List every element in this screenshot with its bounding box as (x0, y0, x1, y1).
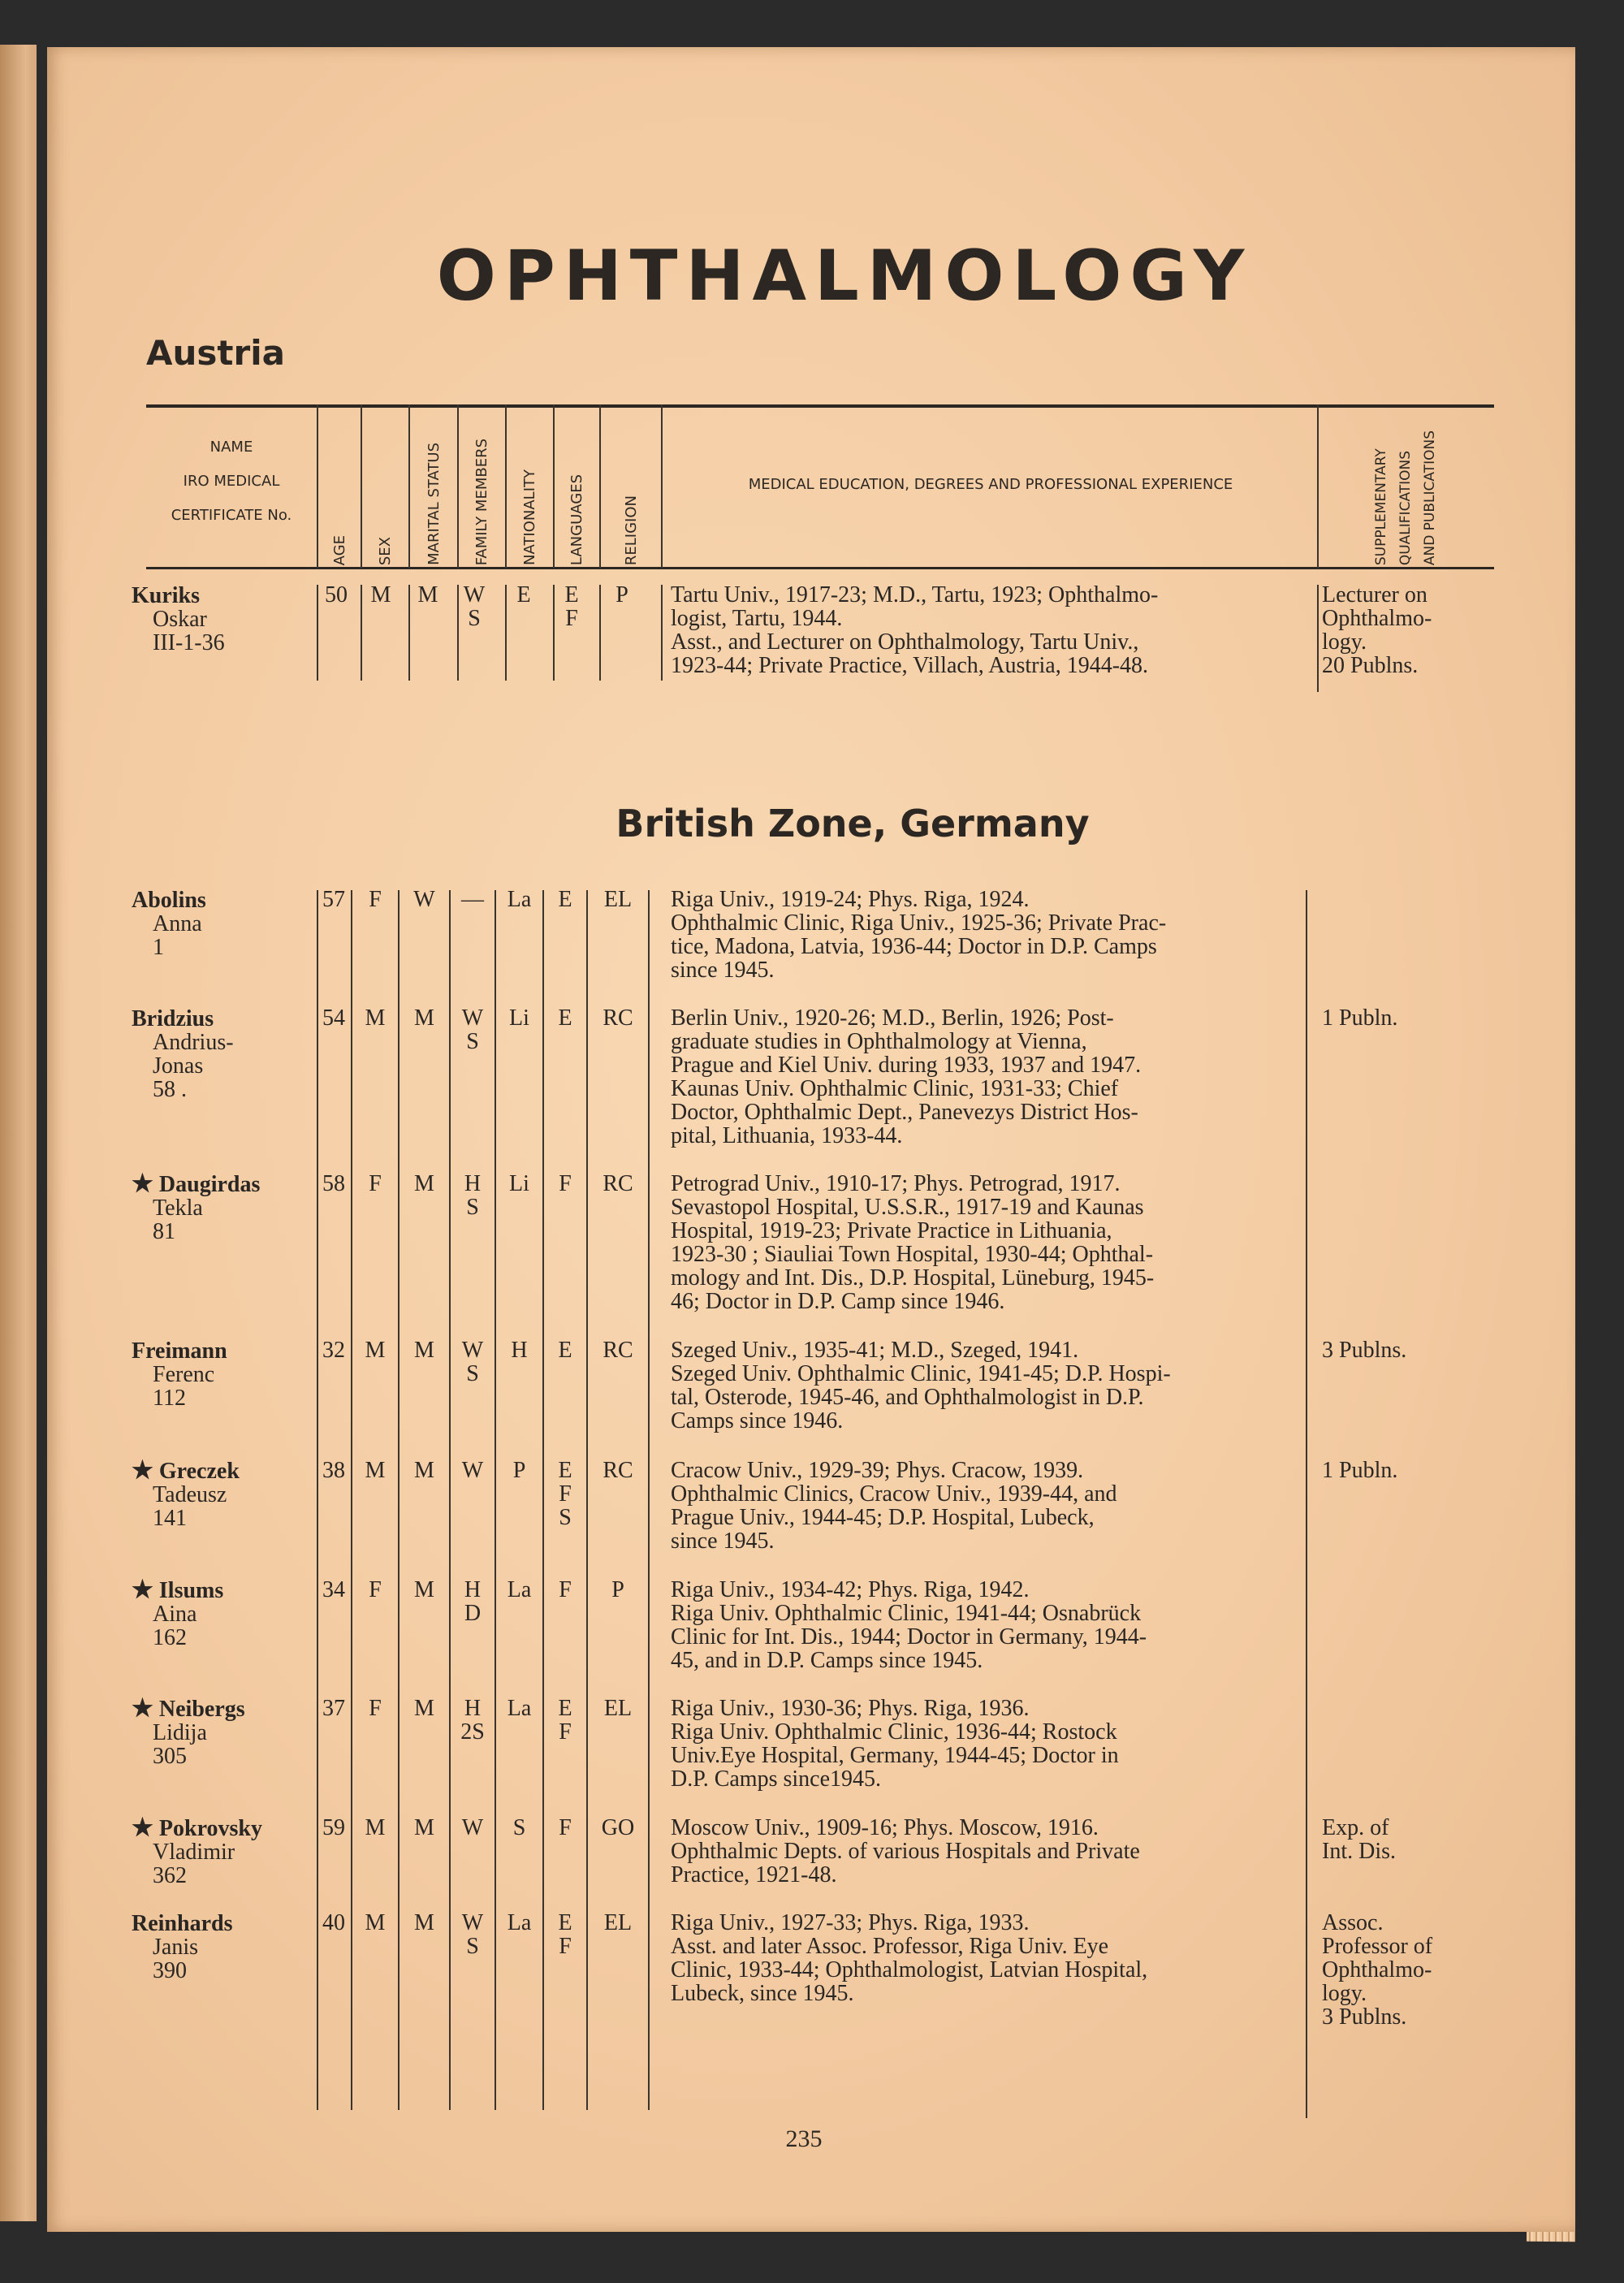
entry-nationality: Li (509, 1005, 529, 1031)
star-icon: ★ (132, 1814, 153, 1841)
header-name-label: NAME (209, 439, 253, 456)
education-line: Asst., and Lecturer on Ophthalmology, Tartu Univ., (671, 629, 1139, 655)
entry-surname (132, 1578, 318, 1602)
header-family-members (459, 406, 505, 565)
entry-religion: P (615, 582, 628, 608)
entry-nationality: H (511, 1338, 528, 1363)
education-line: Riga Univ. Ophthalmic Clinic, 1941-44; Osnabrück (671, 1601, 1142, 1626)
entry-family: W (461, 1458, 484, 1483)
header-marital-status (410, 406, 457, 565)
entry-marital: M (414, 1171, 434, 1196)
entry-surname (132, 583, 318, 608)
education-line: Ophthalmic Clinic, Riga Univ., 1925-36; Private Prac- (671, 910, 1167, 936)
column-divider (1306, 890, 1307, 2118)
column-divider (648, 890, 650, 2110)
education-line: Univ.Eye Hospital, Germany, 1944-45; Doctor in (671, 1743, 1119, 1768)
education-line: Asst. and later Assoc. Professor, Riga Univ. Eye (671, 1934, 1109, 1959)
entry-supplementary: 1 Publn. (1322, 1005, 1398, 1031)
header-supplementary-line: SUPPLEMENTARY (1373, 448, 1389, 565)
header-nationality-label: NATIONALITY (521, 469, 538, 565)
education-line: Kaunas Univ. Ophthalmic Clinic, 1931-33; Chief (671, 1076, 1119, 1101)
entry-name (132, 1338, 318, 1410)
education-line: Prague Univ., 1944-45; D.P. Hospital, Lubeck, (671, 1505, 1095, 1530)
education-line: Cracow Univ., 1929-39; Phys. Cracow, 1939. (671, 1458, 1084, 1483)
entry-name (132, 1911, 318, 1982)
education-line: tice, Madona, Latvia, 1936-44; Doctor in D.P. Camps (671, 934, 1157, 959)
entry-name (132, 1816, 318, 1887)
entry-education (671, 1006, 1299, 1148)
entry-marital: M (414, 1815, 434, 1840)
entry-religion: EL (603, 887, 633, 912)
entry-languages: F (559, 1171, 572, 1196)
entry-sex: M (365, 1910, 386, 1935)
education-line: 45, and in D.P. Camps since 1945. (671, 1648, 983, 1673)
education-line: Riga Univ., 1934-42; Phys. Riga, 1942. (671, 1577, 1030, 1602)
star-icon: ★ (132, 1576, 153, 1603)
entry-marital: M (414, 1696, 434, 1721)
education-line: Prague and Kiel Univ. during 1933, 1937 and 1947. (671, 1053, 1142, 1078)
entry-family: — (461, 887, 484, 912)
entry-religion: RC (603, 1171, 633, 1196)
entry-surname-text: Ilsums (158, 1578, 224, 1603)
entry-age: 59 (322, 1815, 345, 1840)
entry-certificate: 1 (153, 935, 164, 960)
entry-religion: RC (603, 1338, 633, 1363)
entry-age: 57 (322, 887, 345, 912)
entry-education (671, 1459, 1299, 1553)
entry-family: W S (463, 582, 486, 631)
book-left-page-edge (0, 45, 37, 2221)
header-marital-status-label: MARITAL STATUS (425, 443, 443, 565)
entry-sex: F (369, 1577, 382, 1602)
entry-sex: M (370, 582, 391, 608)
education-line: Riga Univ., 1919-24; Phys. Riga, 1924. (671, 887, 1030, 912)
entry-languages: E (558, 887, 572, 912)
education-line: Clinic, 1933-44; Ophthalmologist, Latvian Hospital, (671, 1957, 1148, 1982)
entry-surname-text: Pokrovsky (158, 1816, 262, 1841)
entry-surname (132, 1006, 318, 1031)
entry-religion: EL (603, 1696, 633, 1721)
entry-name (132, 1459, 318, 1530)
entry-education (671, 1697, 1299, 1791)
entry-sex: F (369, 1696, 382, 1721)
entry-supplementary: Lecturer on Ophthalmo- logy. 20 Publns. (1322, 582, 1432, 678)
entry-given-name: Aina (153, 1602, 197, 1627)
column-divider (1317, 585, 1319, 692)
entry-marital: M (414, 1338, 434, 1363)
education-line: Moscow Univ., 1909-16; Phys. Moscow, 1916. (671, 1815, 1099, 1840)
page-number: 235 (785, 2125, 823, 2152)
entry-religion: RC (603, 1458, 633, 1483)
entry-religion: EL (603, 1910, 633, 1935)
education-line: Sevastopol Hospital, U.S.S.R., 1917-19 and Kaunas (671, 1195, 1144, 1220)
star-icon: ★ (132, 1170, 153, 1197)
education-line: Camps since 1946. (671, 1408, 844, 1433)
entry-surname (132, 1459, 318, 1483)
entry-surname-text: Greczek (158, 1459, 240, 1484)
entry-certificate: 141 (153, 1506, 187, 1531)
education-line: Tartu Univ., 1917-23; M.D., Tartu, 1923; Ophthalmo- (671, 582, 1159, 608)
entry-name (132, 1697, 318, 1768)
education-line: Lubeck, since 1945. (671, 1981, 854, 2006)
education-line: 1923-44; Private Practice, Villach, Austria, 1944-48. (671, 653, 1149, 678)
entry-sex: M (365, 1458, 386, 1483)
entry-religion: GO (601, 1815, 635, 1840)
header-languages-label: LANGUAGES (568, 473, 585, 565)
entry-surname (132, 1697, 318, 1721)
entry-education (671, 1578, 1299, 1672)
entry-languages: E F (558, 1696, 572, 1745)
entry-surname-text: Reinhards (132, 1911, 233, 1936)
entry-certificate: 390 (153, 1958, 187, 1983)
education-line: pital, Lithuania, 1933-44. (671, 1123, 903, 1148)
education-line: Riga Univ., 1930-36; Phys. Riga, 1936. (671, 1696, 1030, 1721)
education-line: D.P. Camps since1945. (671, 1766, 881, 1792)
entry-certificate: 162 (153, 1625, 187, 1650)
education-line: Riga Univ. Ophthalmic Clinic, 1936-44; Rostock (671, 1719, 1117, 1745)
entry-given-name: Janis (153, 1935, 198, 1960)
header-sex (362, 406, 408, 565)
entry-given-name: Andrius- Jonas (153, 1030, 234, 1079)
entry-marital: W (413, 887, 435, 912)
page-title: OPHTHALMOLOGY (436, 236, 1253, 317)
entry-languages: F (559, 1577, 572, 1602)
education-line: Practice, 1921-48. (671, 1862, 837, 1887)
entry-family: W S (461, 1910, 484, 1959)
entry-given-name: Tekla (153, 1196, 203, 1221)
education-line: Doctor, Ophthalmic Dept., Panevezys District Hos- (671, 1100, 1138, 1125)
entry-given-name: Ferenc (153, 1362, 215, 1387)
entry-nationality: La (507, 1577, 532, 1602)
entry-surname (132, 1911, 318, 1935)
header-nationality (507, 406, 553, 565)
entry-name (132, 888, 318, 959)
entry-nationality: La (507, 1910, 532, 1935)
entry-certificate: 58 . (153, 1077, 187, 1102)
education-line: 1923-30 ; Siauliai Town Hospital, 1930-44; Ophthal- (671, 1242, 1154, 1267)
section-heading-austria: Austria (146, 333, 285, 373)
entry-education (671, 1172, 1299, 1313)
entry-nationality: La (507, 1696, 532, 1721)
star-icon: ★ (132, 1695, 153, 1722)
entry-age: 34 (322, 1577, 345, 1602)
header-supplementary-line: QUALIFICATIONS (1397, 450, 1414, 565)
entry-certificate: 305 (153, 1744, 187, 1769)
education-line: Szeged Univ., 1935-41; M.D., Szeged, 1941. (671, 1338, 1079, 1363)
entry-age: 40 (322, 1910, 345, 1935)
entry-education (671, 1816, 1299, 1887)
header-family-members-label: FAMILY MEMBERS (473, 438, 490, 565)
entry-nationality: Li (509, 1171, 529, 1196)
education-line: tal, Osterode, 1945-46, and Ophthalmologist in D.P. (671, 1385, 1144, 1410)
entry-sex: F (369, 1171, 382, 1196)
education-line: Ophthalmic Clinics, Cracow Univ., 1939-44, and (671, 1481, 1117, 1507)
entry-given-name: Lidija (153, 1720, 207, 1745)
column-divider (661, 585, 663, 681)
education-line: logist, Tartu, 1944. (671, 606, 843, 631)
entry-surname (132, 1172, 318, 1196)
entry-given-name: Vladimir (153, 1840, 235, 1865)
entry-age: 50 (325, 582, 348, 608)
education-line: since 1945. (671, 1528, 775, 1554)
entry-name (132, 1578, 318, 1650)
education-line: Riga Univ., 1927-33; Phys. Riga, 1933. (671, 1910, 1030, 1935)
header-divider (661, 404, 663, 569)
entry-name (132, 1006, 318, 1101)
header-education: MEDICAL EDUCATION, DEGREES AND PROFESSIONAL EXPERIENCE (748, 476, 1233, 493)
entry-surname-text: Bridzius (132, 1006, 214, 1031)
header-supplementary-line: AND PUBLICATIONS (1422, 430, 1438, 565)
entry-marital: M (414, 1910, 434, 1935)
header-name-column (146, 430, 317, 533)
entry-education (671, 888, 1299, 982)
header-languages (555, 406, 599, 565)
entry-nationality: P (512, 1458, 526, 1483)
header-age-label: AGE (330, 534, 348, 565)
entry-sex: M (365, 1815, 386, 1840)
entry-supplementary: 3 Publns. (1322, 1338, 1407, 1363)
entry-marital: M (417, 582, 438, 608)
entry-given-name: Anna (153, 911, 202, 936)
entry-surname-text: Abolins (132, 888, 206, 913)
entry-marital: M (414, 1005, 434, 1031)
header-sex-label: SEX (377, 536, 394, 565)
entry-nationality: E (516, 582, 531, 608)
entry-surname (132, 1338, 318, 1363)
entry-nationality: S (512, 1815, 526, 1840)
entry-religion: RC (603, 1005, 633, 1031)
entry-sex: F (369, 887, 382, 912)
education-line: Szeged Univ. Ophthalmic Clinic, 1941-45; D.P. Hospi- (671, 1361, 1171, 1386)
education-line: Ophthalmic Depts. of various Hospitals and Private (671, 1839, 1140, 1864)
entry-surname-text: Freimann (132, 1338, 227, 1364)
entry-family: W S (461, 1338, 484, 1386)
header-supplementary (1317, 406, 1494, 565)
entry-nationality: La (507, 887, 532, 912)
education-line: Hospital, 1919-23; Private Practice in Lithuania, (671, 1218, 1112, 1243)
entry-age: 38 (322, 1458, 345, 1483)
entry-surname-text: Daugirdas (158, 1172, 261, 1197)
entry-given-name: Tadeusz (153, 1482, 227, 1507)
entry-education (671, 1338, 1299, 1433)
entry-family: W (461, 1815, 484, 1840)
education-line: Clinic for Int. Dis., 1944; Doctor in Germany, 1944- (671, 1624, 1147, 1650)
education-line: mology and Int. Dis., D.P. Hospital, Lüneburg, 1945- (671, 1265, 1155, 1291)
header-age (318, 406, 361, 565)
header-religion (601, 406, 661, 565)
entry-sex: M (365, 1338, 386, 1363)
education-line: Petrograd Univ., 1910-17; Phys. Petrograd, 1917. (671, 1171, 1121, 1196)
entry-family: H 2S (460, 1696, 485, 1745)
education-line: since 1945. (671, 958, 775, 983)
entry-age: 54 (322, 1005, 345, 1031)
entry-name (132, 1172, 318, 1243)
entry-certificate: 362 (153, 1863, 187, 1888)
entry-supplementary: Assoc. Professor of Ophthalmo- logy. 3 Publns. (1322, 1910, 1433, 2030)
section-heading-british-zone: British Zone, Germany (615, 802, 1090, 845)
entry-sex: M (365, 1005, 386, 1031)
entry-education (671, 583, 1299, 677)
entry-languages: E F (564, 582, 579, 631)
entry-marital: M (414, 1577, 434, 1602)
entry-certificate: 112 (153, 1386, 186, 1411)
header-religion-label: RELIGION (622, 495, 640, 565)
entry-languages: E (558, 1005, 572, 1031)
entry-certificate: III-1-36 (153, 630, 225, 655)
entry-languages: E F (558, 1910, 572, 1959)
entry-surname (132, 1816, 318, 1840)
entry-languages: E F S (558, 1458, 572, 1530)
education-line: 46; Doctor in D.P. Camp since 1946. (671, 1289, 1005, 1314)
entry-given-name: Oskar (153, 607, 207, 632)
entry-age: 32 (322, 1338, 345, 1363)
header-iro-label: IRO MEDICAL (183, 473, 280, 490)
education-line: Berlin Univ., 1920-26; M.D., Berlin, 1926; Post- (671, 1005, 1114, 1031)
education-line: graduate studies in Ophthalmology at Vienna, (671, 1029, 1087, 1054)
entry-family: H D (464, 1577, 482, 1626)
entry-surname-text: Kuriks (132, 583, 201, 608)
entry-religion: P (611, 1577, 624, 1602)
entry-supplementary: Exp. of Int. Dis. (1322, 1815, 1396, 1864)
entry-surname-text: Neibergs (158, 1697, 245, 1722)
entry-certificate: 81 (153, 1219, 175, 1244)
star-icon: ★ (132, 1457, 153, 1484)
entry-age: 58 (322, 1171, 345, 1196)
entry-languages: E (558, 1338, 572, 1363)
entry-name (132, 583, 318, 655)
entry-languages: F (559, 1815, 572, 1840)
entry-family: H S (464, 1171, 482, 1220)
header-bottom-rule (146, 567, 1494, 569)
entry-surname (132, 888, 318, 912)
entry-marital: M (414, 1458, 434, 1483)
entry-supplementary: 1 Publn. (1322, 1458, 1398, 1483)
entry-age: 37 (322, 1696, 345, 1721)
header-certificate-label: CERTIFICATE No. (171, 507, 292, 524)
entry-education (671, 1911, 1299, 2005)
entry-family: W S (461, 1005, 484, 1054)
